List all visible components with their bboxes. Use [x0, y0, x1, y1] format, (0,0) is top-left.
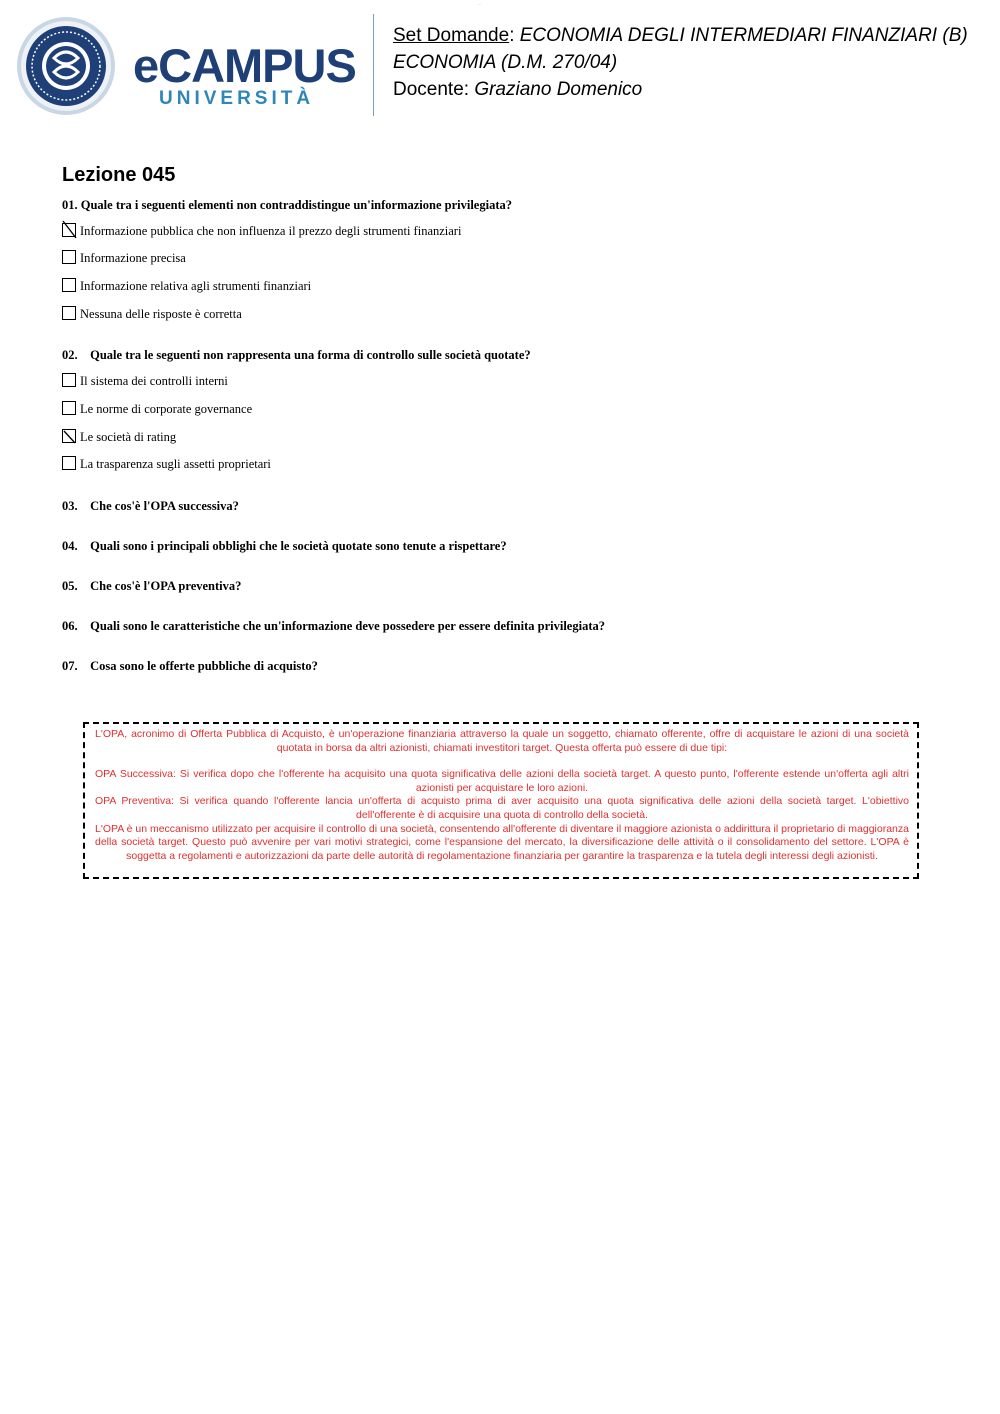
- question-number: 06.: [62, 619, 78, 633]
- option-label: Informazione precisa: [80, 251, 186, 265]
- logo-sub-text: UNIVERSITÀ: [159, 88, 315, 109]
- checkbox[interactable]: [62, 306, 76, 320]
- answer-intro: L'OPA, acronimo di Offerta Pubblica di Acquisto, è un'operazione finanziaria attraverso la quale un soggetto, chiamato offerente, offre di acquistare le azioni di una società quotata in borsa da altri azionisti, chiamati investitori target. Questa offerta può essere di due tipi:: [95, 728, 909, 754]
- checkbox-checked[interactable]: [62, 223, 76, 237]
- question-text: Quale tra i seguenti elementi non contraddistingue un'informazione privilegiata?: [80, 198, 512, 212]
- question-04: [62, 538, 507, 554]
- docente-name: Graziano Domenico: [474, 79, 643, 100]
- answer-note-box: [83, 722, 919, 879]
- question-text: Che cos'è l'OPA preventiva?: [90, 579, 242, 593]
- checkbox[interactable]: [62, 373, 76, 387]
- question-02: [62, 347, 531, 363]
- checkbox[interactable]: [62, 250, 76, 264]
- checkbox[interactable]: [62, 456, 76, 470]
- question-number: 03.: [62, 499, 78, 513]
- docente-label: Docente:: [393, 79, 470, 100]
- document-header: [0, 0, 1000, 130]
- question-05: [62, 578, 241, 594]
- docente-line: [393, 79, 642, 101]
- option-label: Informazione pubblica che non influenza il prezzo degli strumenti finanziari: [80, 224, 462, 238]
- set-label: Set Domande: [393, 25, 510, 46]
- question-text: Quali sono i principali obblighi che le società quotate sono tenute a rispettare?: [90, 539, 507, 553]
- top-mark: ...: [478, 1, 482, 6]
- question-number: 01.: [62, 198, 78, 212]
- question-text: Che cos'è l'OPA successiva?: [90, 499, 239, 513]
- course-title-line2: ECONOMIA (D.M. 270/04): [393, 52, 618, 73]
- answer-opa-successiva: OPA Successiva: Si verifica dopo che l'offerente ha acquisito una quota significativa delle azioni della società target. A questo punto, l'offerente estende un'offerta agli altri azionisti per acquistare le loro azioni.: [95, 768, 909, 794]
- lesson-title: Lezione 045: [62, 164, 176, 186]
- option-label: Le società di rating: [80, 430, 177, 444]
- course-name: ECONOMIA DEGLI INTERMEDIARI FINANZIARI (B): [519, 25, 968, 46]
- answer-opa-preventiva: OPA Preventiva: Si verifica quando l'offerente lancia un'offerta di acquisto prima di aver acquisito una quota significativa delle azioni della società target. L'obiettivo dell'offerente è di acquisire una quota di controllo della società.: [95, 795, 909, 821]
- header-divider: [373, 14, 374, 116]
- question-number: 05.: [62, 579, 78, 593]
- question-07: [62, 658, 318, 674]
- question-text: Cosa sono le offerte pubbliche di acquisto?: [90, 659, 318, 673]
- question-text: Quali sono le caratteristiche che un'informazione deve possedere per essere definita privilegiata?: [90, 619, 605, 633]
- logo-main-text: eCAMPUS: [133, 39, 356, 92]
- question-01: [62, 197, 512, 213]
- ecampus-seal-logo-icon: [16, 16, 116, 116]
- option-label: Le norme di corporate governance: [80, 402, 253, 416]
- question-text: Quale tra le seguenti non rappresenta una forma di controllo sulle società quotate?: [90, 348, 531, 362]
- question-06: [62, 618, 605, 634]
- course-title-line1: Set Domande: ECONOMIA DEGLI INTERMEDIARI FINANZIARI (B): [393, 25, 968, 46]
- question-03: [62, 498, 239, 514]
- question-number: 02.: [62, 348, 78, 362]
- question-number: 07.: [62, 659, 78, 673]
- answer-conclusion: L'OPA è un meccanismo utilizzato per acquisire il controllo di una società, consentendo all'offerente di diventare il maggiore azionista o addirittura il proprietario di maggioranza della società target. Questo può avvenire per vari motivi strategici, come l'espansione del mercato, la diversificazione delle attività o il consolidamento del settore. L'OPA è soggetta a regolamenti e autorizzazioni da parte delle autorità di regolamentazione finanziaria per garantire la trasparenza e la tutela degli interessi degli azionisti.: [95, 822, 909, 862]
- question-number: 04.: [62, 539, 78, 553]
- checkbox[interactable]: [62, 278, 76, 292]
- checkbox-checked[interactable]: [62, 429, 76, 443]
- checkbox[interactable]: [62, 401, 76, 415]
- ecampus-wordmark-logo: [133, 40, 358, 115]
- option-label: Il sistema dei controlli interni: [80, 374, 228, 388]
- option-label: La trasparenza sugli assetti proprietari: [80, 457, 271, 471]
- option-label: Informazione relativa agli strumenti finanziari: [80, 279, 312, 293]
- option-label: Nessuna delle risposte è corretta: [80, 307, 242, 321]
- answer-note-text: [95, 728, 909, 863]
